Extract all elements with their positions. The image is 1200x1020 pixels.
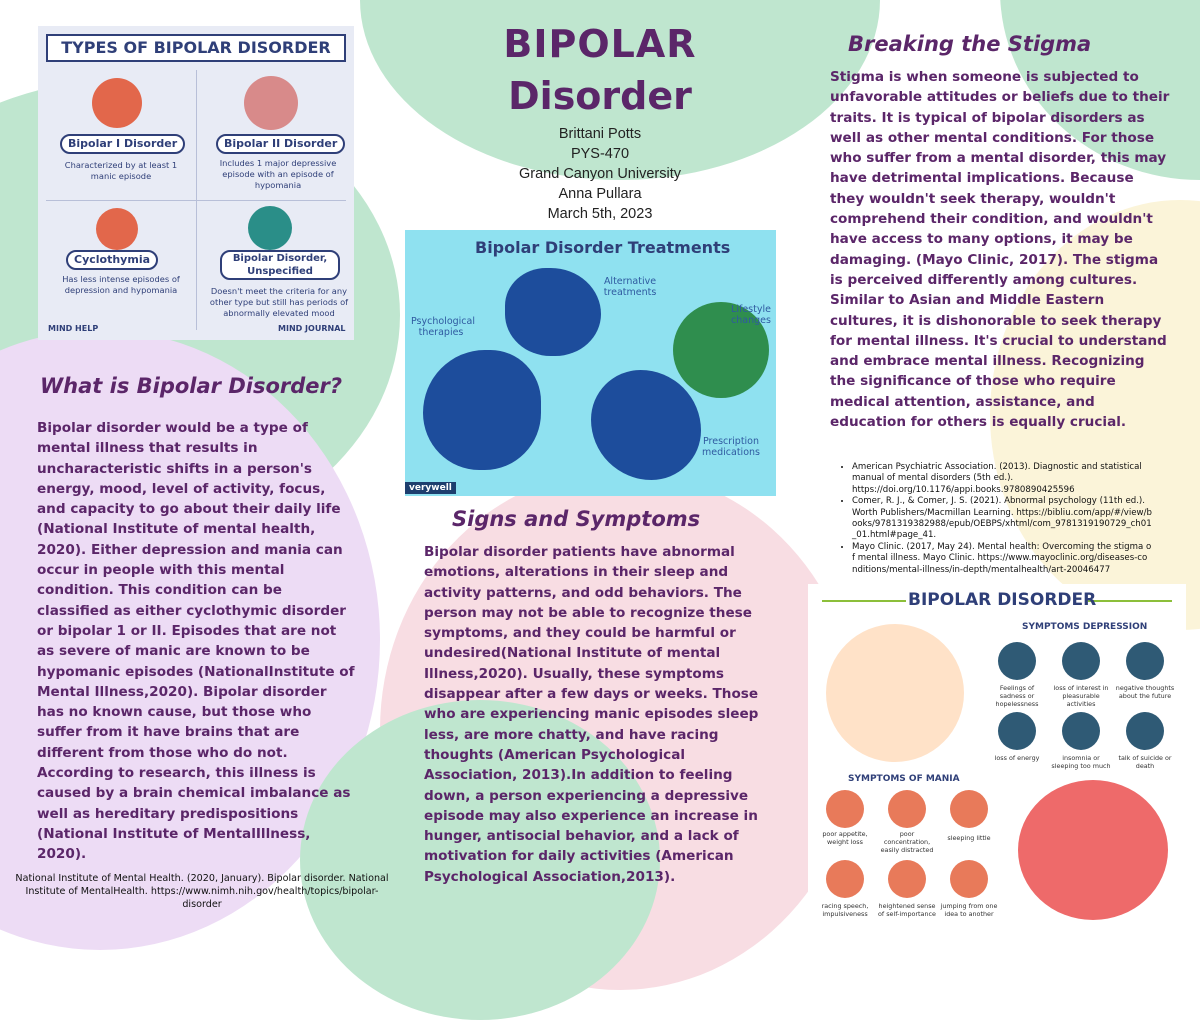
loss-interest-icon xyxy=(1062,642,1100,680)
racing-speech-icon xyxy=(826,860,864,898)
stigma-body: Stigma is when someone is subjected to unfavorable attitudes or beliefs due to their traits. It is typical of bipolar disorders as well as other mental conditions. For those who suffer from a mental disorder, this may have detrimental implications. Because they wouldn't seek therapy, wouldn't comprehend their condition, and wouldn't have access to many options, it may be damaging. (Mayo Clinic, 2017). The stigma is perceived differently among cultures. Similar to Asian and Middle Eastern cultures, it is dishonorable to seek therapy for mental illness. It's crucial to understand and embrace mental illness. Recognizing the significance of those who require medical attention, assistance, and education for others is equally crucial. xyxy=(830,69,1170,431)
course-code: PYS-470 xyxy=(570,146,630,162)
bipolar-two-figure-icon xyxy=(244,76,298,130)
type-label-bipolar-one: Bipolar I Disorder xyxy=(60,134,185,154)
date: March 5th, 2023 xyxy=(547,206,653,222)
what-is-body: Bipolar disorder would be a type of mental illness that results in uncharacteristic shifts in a person's energy, mood, level of activity, focus, and capacity to go about their daily life (National Institute of mental health, 2020). Either depression and mania can occur in people with this mental condition. This condition can be classified as either cyclothymic disorder or bipolar 1 or II. Episodes that are not as severe of manic are known to be hypomanic episodes (NationalInstitute of Mental Illness,2020). Bipolar disorder has no known cause, but those who suffer from it have brains that are different from those who do not. According to research, this illness is caused by a brain chemical imbalance as well as hereditary predispositions (National Institute of MentalIllness, 2020). xyxy=(37,420,355,863)
energy-icon xyxy=(998,712,1036,750)
treatments-title: Bipolar Disorder Treatments xyxy=(475,238,731,257)
mind-help-logo: MIND HELP xyxy=(48,324,99,333)
self-importance-icon xyxy=(888,860,926,898)
signs-body: Bipolar disorder patients have abnormal emotions, alterations in their sleep and activity patterns, and odd behaviors. The person may not be able to recognize these symptoms, and they could be harmful or undesired(National Institute of mental Illness,2020). Usually, these symptoms disappear after a few days or weeks. Those who are experiencing manic episodes sleep less, are more chatty, and have racing thoughts (American Psychological Association, 2013).In addition to feeling down, a person experiencing a depressive episode may also experience an increase in hunger, antisocial behavior, and a lack of motivation for daily activities (American Psychological Association,2013). xyxy=(424,544,759,885)
depression-caption: Feelings of sadness or hopelessness xyxy=(995,684,1039,708)
mind-journal-logo: MIND JOURNAL xyxy=(278,324,346,333)
stigma-heading: Breaking the Stigma xyxy=(848,32,1092,56)
verywell-brand: verywell xyxy=(405,482,456,494)
type-label-cyclothymia: Cyclothymia xyxy=(66,250,158,270)
author-block xyxy=(440,124,760,224)
types-divider-h xyxy=(46,200,346,201)
reference-item: • Comer, R. J., & Comer, J. S. (2021). Abnormal psychology (11th ed.). Worth Publishers/Macmillan Learning. https://bibliu.com/app/#/view/books/9781319382988/epub/OEBPS/xhtml/com_9781319190729_ch01_01.html#page_41. xyxy=(852,496,1152,542)
depression-caption: negative thoughts about the future xyxy=(1115,684,1175,700)
bp-title: BIPOLAR DISORDER xyxy=(908,590,1097,610)
sleeping-icon xyxy=(950,790,988,828)
mania-caption: poor appetite, weight loss xyxy=(822,830,868,846)
cyclothymia-figure-icon xyxy=(96,208,138,250)
depression-caption: talk of suicide or death xyxy=(1118,754,1172,770)
depression-caption: loss of interest in pleasurable activities xyxy=(1053,684,1109,708)
mania-caption: jumping from one idea to another xyxy=(940,902,998,918)
depression-title: SYMPTOMS DEPRESSION xyxy=(1022,622,1148,632)
treat-label-alternative: Alternative treatments xyxy=(603,276,657,298)
sadness-icon xyxy=(998,642,1036,680)
mania-caption: poor concentration, easily distracted xyxy=(880,830,934,854)
bp-title-line-right xyxy=(1088,600,1172,602)
alternative-treatments-blob-icon xyxy=(505,268,601,356)
what-is-heading: What is Bipolar Disorder? xyxy=(40,374,343,398)
title-line-2: Disorder xyxy=(508,74,692,118)
type-label-bipolar-two: Bipolar II Disorder xyxy=(216,134,345,154)
reference-item: • Mayo Clinic. (2017, May 24). Mental health: Overcoming the stigma of mental illness. Mayo Clinic. https://www.mayoclinic.org/diseases-conditions/mental-illness/in-depth/mentalhealth/art-20046477 xyxy=(852,542,1152,576)
bipolar-one-figure-icon xyxy=(92,78,142,128)
type-label-unspecified: Bipolar Disorder, Unspecified xyxy=(220,250,340,280)
treat-label-lifestyle: Lifestyle changes xyxy=(731,304,771,326)
concentration-icon xyxy=(888,790,926,828)
appetite-icon xyxy=(826,790,864,828)
type-desc-bipolar-one: Characterized by at least 1 manic episode xyxy=(64,160,178,181)
types-title: TYPES OF BIPOLAR DISORDER xyxy=(46,34,346,62)
mania-caption: racing speech, impulsiveness xyxy=(821,902,869,918)
school-name: Grand Canyon University xyxy=(519,166,681,182)
stigma-references xyxy=(838,462,1152,576)
manic-woman-figure-icon xyxy=(1018,780,1168,920)
treatments-infographic xyxy=(405,230,776,496)
type-desc-cyclothymia: Has less intense episodes of depression and hypomania xyxy=(62,274,180,295)
mania-caption: heightened sense of self-importance xyxy=(878,902,936,918)
mania-title: SYMPTOMS OF MANIA xyxy=(848,774,960,784)
negative-thoughts-icon xyxy=(1126,642,1164,680)
author-name: Brittani Potts xyxy=(558,126,642,142)
therapy-blob-icon xyxy=(423,350,541,470)
what-is-reference: National Institute of Mental Health. (2020, January). Bipolar disorder. National Institute of MentalHealth. https://www.nimh.nih.gov/health/topics/bipolar-disorder xyxy=(15,873,389,910)
type-desc-unspecified: Doesn't meet the criteria for any other type but still has periods of abnormally elevated mood xyxy=(209,286,349,318)
type-desc-bipolar-two: Includes 1 major depressive episode with an episode of hypomania xyxy=(219,158,337,190)
treat-label-prescription: Prescription medications xyxy=(702,436,760,458)
instructor-name: Anna Pullara xyxy=(558,186,642,202)
reference-item: • American Psychiatric Association. (2013). Diagnostic and statistical manual of mental disorders (5th ed.). https://doi.org/10.1176/appi.books.9780890425596 xyxy=(852,462,1152,496)
depression-caption: loss of energy xyxy=(994,754,1040,762)
title-line-1: BIPOLAR xyxy=(503,22,697,66)
signs-heading: Signs and Symptoms xyxy=(452,507,701,531)
suicide-talk-icon xyxy=(1126,712,1164,750)
bp-title-line xyxy=(822,600,906,602)
unspecified-figure-icon xyxy=(248,206,292,250)
sad-woman-figure-icon xyxy=(826,624,964,762)
treat-label-psychological: Psychological therapies xyxy=(411,316,475,338)
insomnia-icon xyxy=(1062,712,1100,750)
medications-blob-icon xyxy=(591,370,701,480)
types-infographic xyxy=(38,26,354,340)
mania-caption: sleeping little xyxy=(947,834,991,842)
depression-caption: insomnia or sleeping too much xyxy=(1051,754,1111,770)
idea-jumping-icon xyxy=(950,860,988,898)
bipolar-infographic xyxy=(808,584,1186,927)
